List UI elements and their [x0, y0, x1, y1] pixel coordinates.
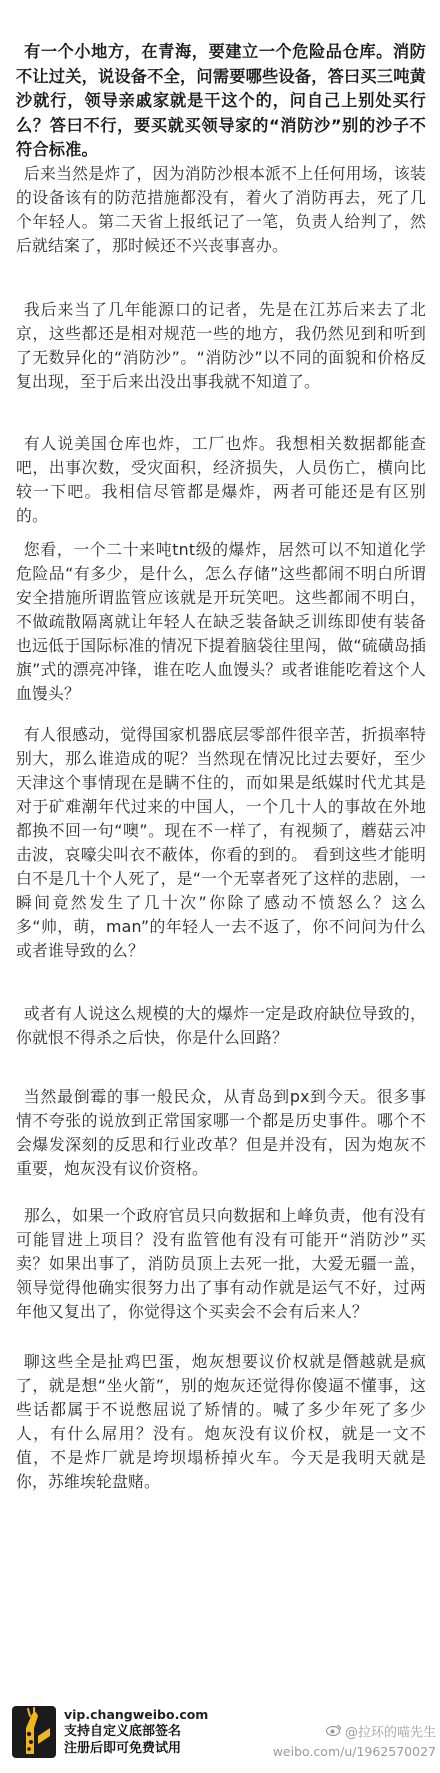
watermark-handle-row [273, 1724, 436, 1743]
watermark-handle: @拉环的喵先生 [344, 1725, 436, 1741]
promo-line-free-trial: 注册后即可免费试用 [64, 1741, 182, 1756]
article-paragraph: 那么，如果一个政府官员只向数据和上峰负责，他有没有可能冒进上项目？没有监管他有没有可能开“消防沙”买卖？如果出事了，消防员顶上去死一批，大爱无疆一盖，领导觉得他确实很努力出了事有动作就是运气不好，过两年他又复出了，你觉得这个买卖会不会有后来人？ [16, 1206, 426, 1321]
article-paragraph: 有人说美国仓库也炸，工厂也炸。我想相关数据都能查吧，出事次数，受灾面积，经济损失，人员伤亡，横向比较一下吧。我相信尽管都是爆炸，两者可能还是有区别的。 [16, 434, 426, 525]
article-paragraph-lead: 有一个小地方，在青海，要建立一个危险品仓库。消防不让过关，说设备不全，问需要哪些设备，答曰买三吨黄沙就行，领导亲戚家就是干这个的，问自己上别处买行么？答曰不行，要买就买领导家的“消防沙”别的沙子不符合标准。 [16, 42, 426, 159]
article-paragraph: 我后来当了几年能源口的记者，先是在江苏后来去了北京，这些都还是相对规范一些的地方，我仍然见到和听到了无数异化的“消防沙”。“消防沙”以不同的面貌和价格反复出现，至于后来出没出事我就不知道了。 [16, 300, 426, 391]
article-paragraph: 当然最倒霉的事一般民众，从青岛到px到今天。很多事情不夸张的说放到正常国家哪一个都是历史事件。哪个不会爆发深刻的反思和行业改革？但是并没有，因为炮灰不重要，炮灰没有议价资格。 [16, 1087, 426, 1178]
article-paragraph: 您看，一个二十来吨tnt级的爆炸，居然可以不知道化学危险品“有多少，是什么，怎么存储”这些都闹不明白所谓安全措施所谓监管应该就是开玩笑吧。这些都闹不明白，不做疏散隔离就让年轻人在缺乏装备缺乏训练即使有装备也远低于国际标准的情况下提着脑袋往里闯，做“硫磺岛插旗”式的漂亮冲锋，谁在吃人血馒头？或者谁能吃着这个人血馒头？ [16, 540, 426, 703]
changweibo-giraffe-logo-icon [12, 1706, 56, 1758]
promo-text [64, 1706, 304, 1757]
promo-line-custom-signature: 支持自定义底部签名 [64, 1724, 182, 1739]
weibo-watermark [273, 1724, 436, 1761]
footer-signature [0, 1700, 440, 1773]
article-paragraph: 或者有人说这么规模的大的爆炸一定是政府缺位导致的，你就恨不得杀之后快，你是什么回路？ [16, 1004, 426, 1047]
weibo-eye-icon [326, 1724, 342, 1742]
promo-url[interactable]: vip.changweibo.com [64, 1707, 209, 1722]
watermark-url: weibo.com/u/1962570027 [272, 1743, 436, 1759]
article-paragraph: 聊这些全是扯鸡巴蛋，炮灰想要议价权就是僭越就是疯了，就是想“坐火箭”，别的炮灰还觉得你傻逼不懂事，这些话都属于不说憋屈说了矫情的。喊了多少年死了多少人，有什么屌用？没有。炮灰没有议价权，就是一文不值，不是炸厂就是垮坝塌桥掉火车。今天是我明天就是你，苏维埃轮盘赌。 [16, 1352, 426, 1491]
article-paragraph: 后来当然是炸了，因为消防沙根本派不上任何用场，该装的设备该有的防范措施都没有，着火了消防再去，死了几个年轻人。第二天省上报纸记了一笔，负责人给判了，然后就结案了，那时候还不兴丧事喜办。 [16, 164, 426, 255]
article-paragraph: 有人很感动，觉得国家机器底层零部件很辛苦，折损率特别大，那么谁造成的呢？当然现在情况比过去要好，至少天津这个事情现在是瞒不住的，而如果是纸媒时代尤其是对于矿难潮年代过来的中国人，一个几十人的事故在外地都换不回一句“噢”。现在不一样了，有视频了，蘑菇云冲击波，哀嚎尖叫衣不蔽体，你看的到的。 看到这些才能明白不是几十个人死了，是“一个无辜者死了这样的悲剧，一瞬间竟然发生了几十次”你除了感动不愤怒么？这么多“帅，萌，man”的年轻人一去不返了，你不问问为什么或者谁导致的么？ [16, 725, 426, 960]
